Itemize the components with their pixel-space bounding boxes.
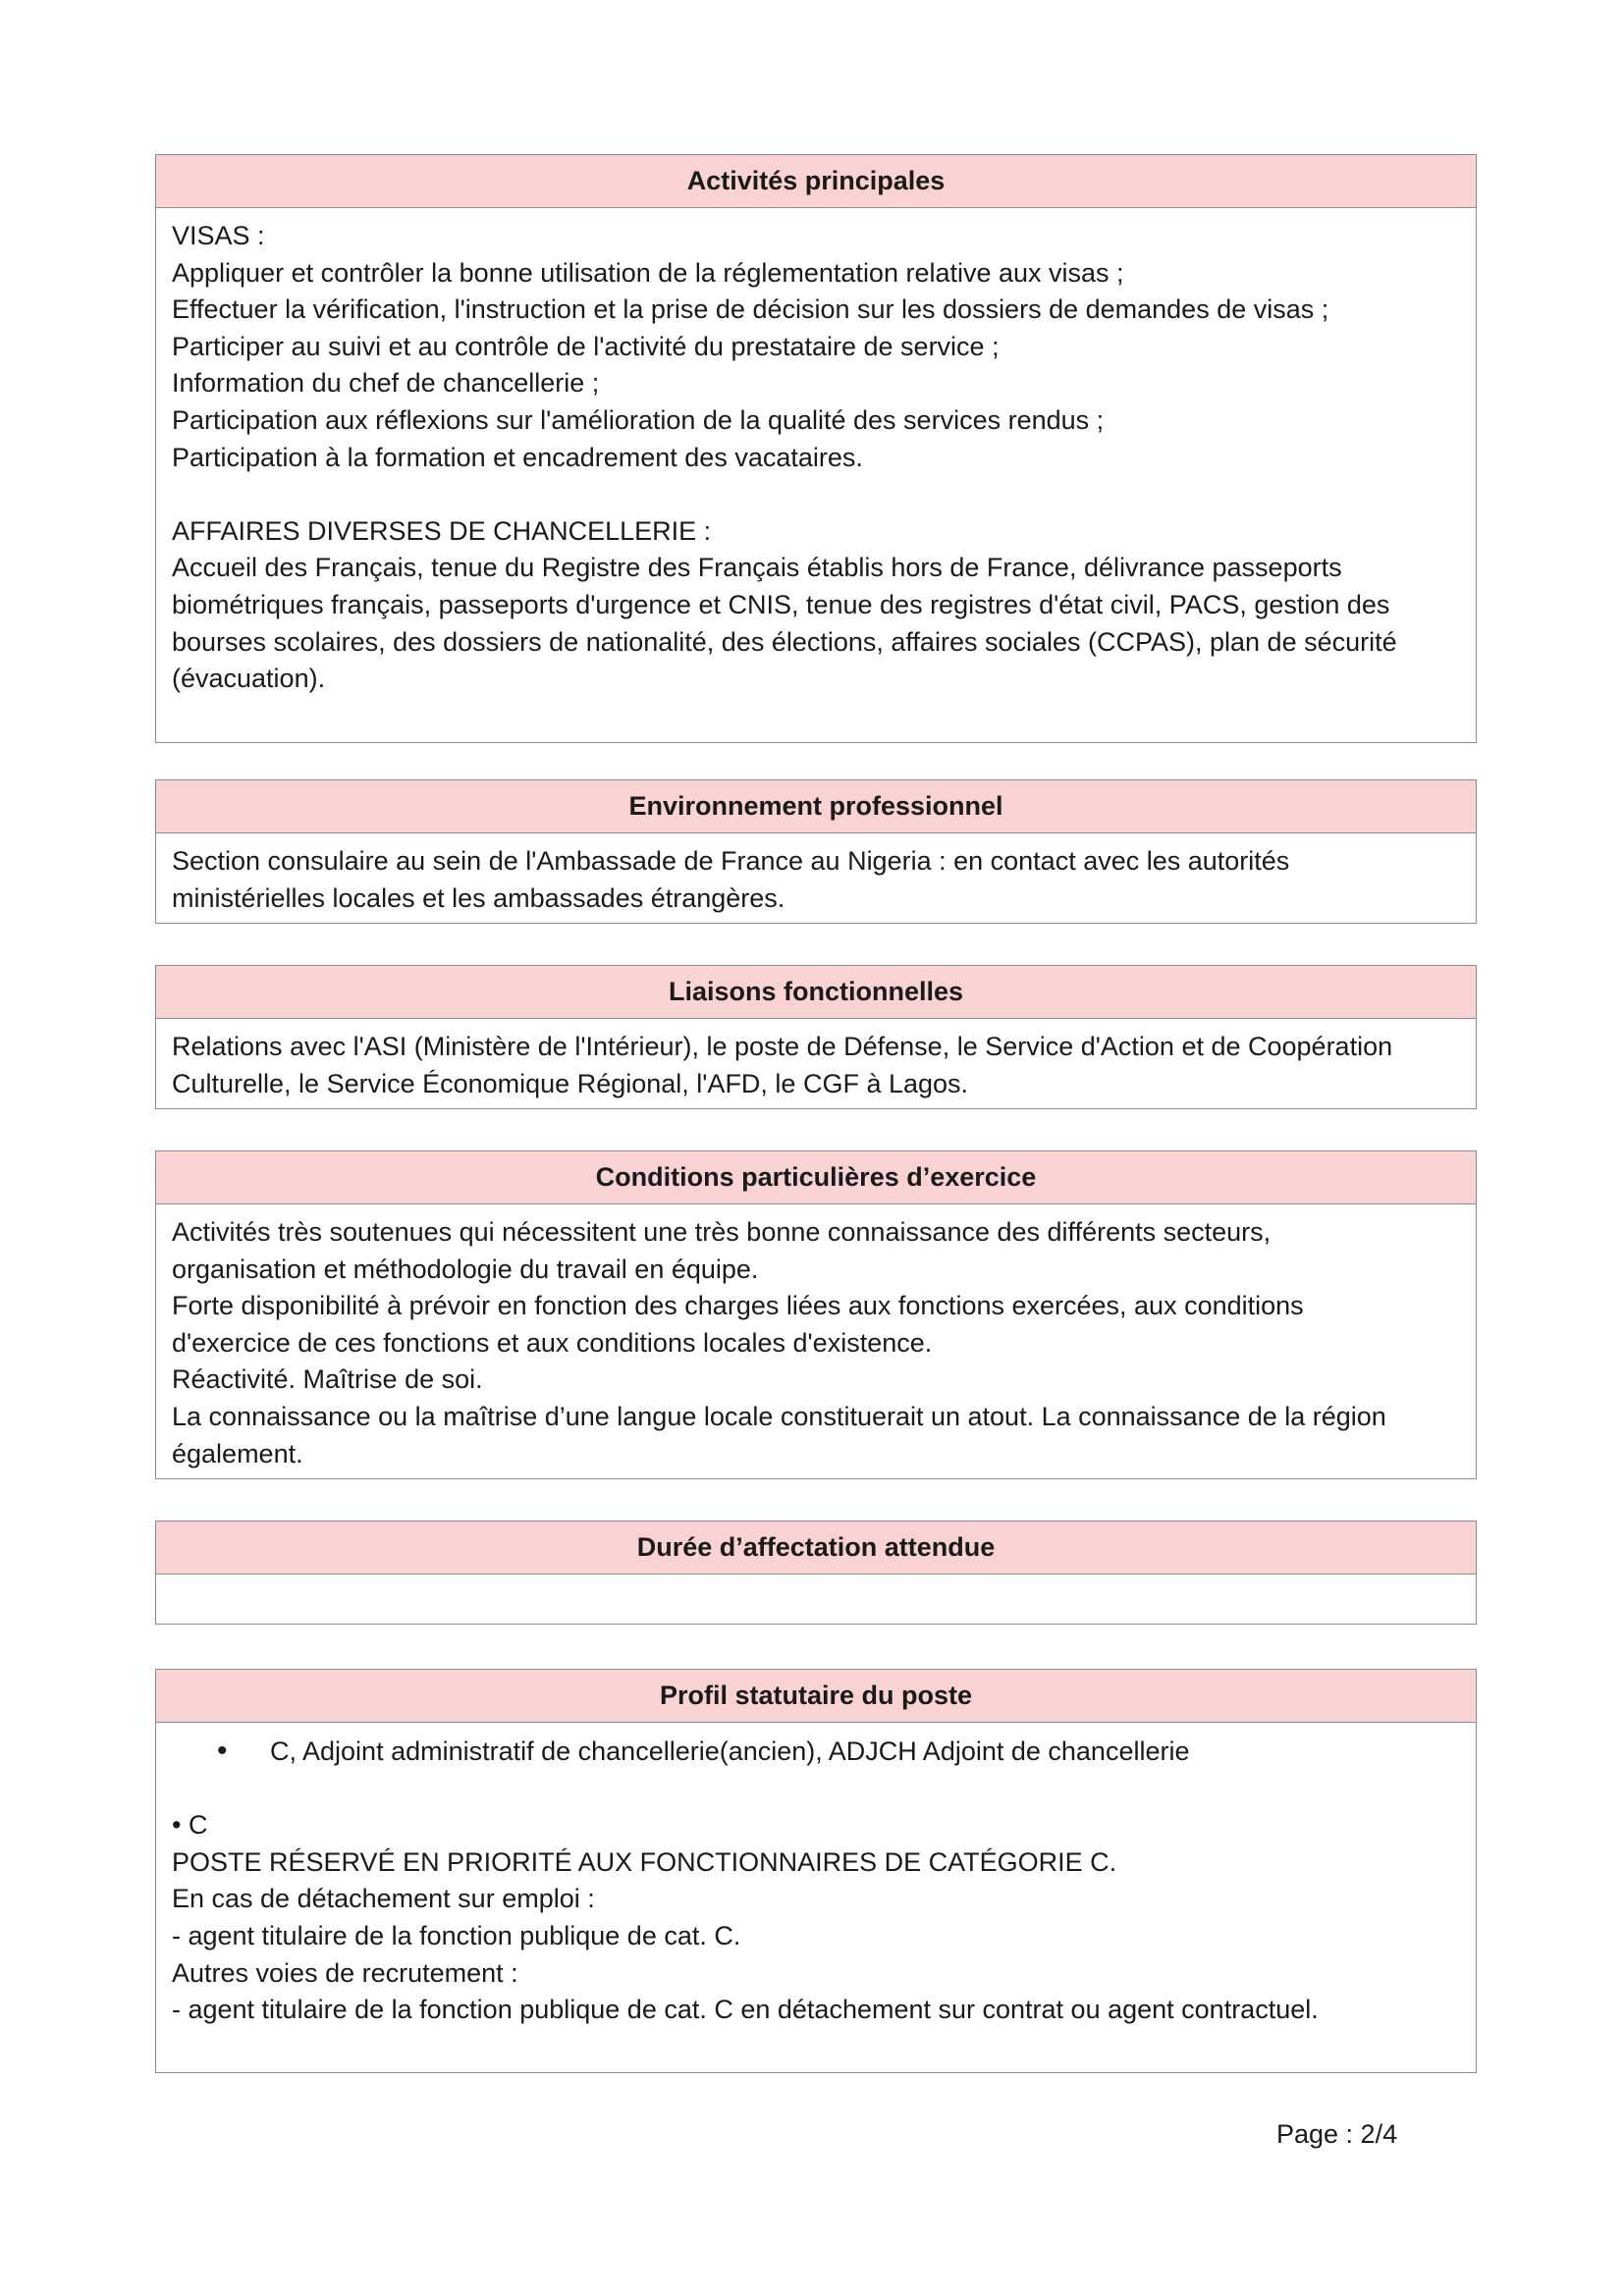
text-line: Réactivité. Maîtrise de soi. (172, 1364, 483, 1395)
bullet-list-item (172, 1733, 1460, 1771)
text-line: AFFAIRES DIVERSES DE CHANCELLERIE : (172, 515, 712, 546)
section-body (156, 1204, 1476, 1472)
text-line: Autres voies de recrutement : (172, 1957, 518, 1988)
section-title: Profil statutaire du poste (156, 1670, 1476, 1723)
text-line: La connaissance ou la maîtrise d’une langue locale constituerait un atout. La connaissance de la région (172, 1401, 1386, 1431)
text-line: Forte disponibilité à prévoir en fonction des charges liées aux fonctions exercées, aux conditions (172, 1291, 1304, 1321)
text-line: - agent titulaire de la fonction publique de cat. C en détachement sur contrat ou agent contractuel. (172, 1995, 1319, 2025)
section-profil-statutaire (155, 1669, 1477, 2073)
section-title: Liaisons fonctionnelles (156, 966, 1476, 1019)
text-line: Activités très soutenues qui nécessitent une très bonne connaissance des différents secteurs, (172, 1217, 1272, 1247)
text-line: POSTE RÉSERVÉ EN PRIORITÉ AUX FONCTIONNAIRES DE CATÉGORIE C. (172, 1846, 1117, 1877)
text-line: Effectuer la vérification, l'instruction et la prise de décision sur les dossiers de demandes de visas ; (172, 294, 1329, 325)
text-line: Accueil des Français, tenue du Registre des Français établis hors de France, délivrance passeports (172, 553, 1342, 583)
section-environnement-professionnel (155, 779, 1477, 924)
section-body (156, 833, 1476, 917)
text-line: organisation et méthodologie du travail en équipe. (172, 1254, 759, 1284)
text-line: Culturelle, le Service Économique Régional, l'AFD, le CGF à Lagos. (172, 1068, 969, 1098)
section-liaisons-fonctionnelles (155, 965, 1477, 1109)
section-conditions-particulieres (155, 1150, 1477, 1479)
text-line: VISAS : (172, 221, 265, 250)
text-line: également. (172, 1438, 303, 1468)
text-line: Appliquer et contrôler la bonne utilisation de la réglementation relative aux visas ; (172, 257, 1124, 288)
bullet-text: C, Adjoint administratif de chancellerie(ancien), ADJCH Adjoint de chancellerie (270, 1736, 1190, 1766)
page-number: Page : 2/4 (1276, 2119, 1398, 2149)
text-line: Participation aux réflexions sur l'amélioration de la qualité des services rendus ; (172, 404, 1105, 435)
section-body (156, 208, 1476, 698)
text-line: bourses scolaires, des dossiers de nationalité, des élections, affaires sociales (CCPAS), plan de sécurité (172, 626, 1397, 657)
section-title: Activités principales (156, 155, 1476, 208)
text-line: Participation à la formation et encadrement des vacataires. (172, 442, 863, 472)
text-line: Participer au suivi et au contrôle de l'activité du prestataire de service ; (172, 331, 1000, 361)
section-title: Conditions particulières d’exercice (156, 1151, 1476, 1204)
blank-line (172, 1771, 1460, 1808)
text-line: Information du chef de chancellerie ; (172, 368, 600, 399)
section-body-empty (156, 1575, 1476, 1584)
text-line: (évacuation). (172, 664, 326, 694)
text-line: - agent titulaire de la fonction publique de cat. C. (172, 1920, 741, 1950)
blank-line (172, 476, 1460, 513)
section-duree-affectation (155, 1521, 1477, 1625)
text-line: En cas de détachement sur emploi : (172, 1884, 595, 1914)
text-line: Section consulaire au sein de l'Ambassade de France au Nigeria : en contact avec les autorités (172, 846, 1290, 876)
text-line: • C (172, 1810, 208, 1841)
text-line: d'exercice de ces fonctions et aux conditions locales d'existence. (172, 1327, 933, 1358)
section-activites-principales (155, 154, 1477, 743)
section-title: Environnement professionnel (156, 780, 1476, 833)
text-line: Relations avec l'ASI (Ministère de l'Intérieur), le poste de Défense, le Service d'Action et de Coopération (172, 1032, 1393, 1061)
section-body (156, 1723, 1476, 2029)
text-line: ministérielles locales et les ambassades étrangères. (172, 882, 785, 913)
section-body (156, 1019, 1476, 1102)
section-title: Durée d’affectation attendue (156, 1522, 1476, 1575)
text-line: biométriques français, passeports d'urgence et CNIS, tenue des registres d'état civil, PACS, gestion des (172, 589, 1390, 619)
bullet-icon: • (217, 1735, 228, 1767)
